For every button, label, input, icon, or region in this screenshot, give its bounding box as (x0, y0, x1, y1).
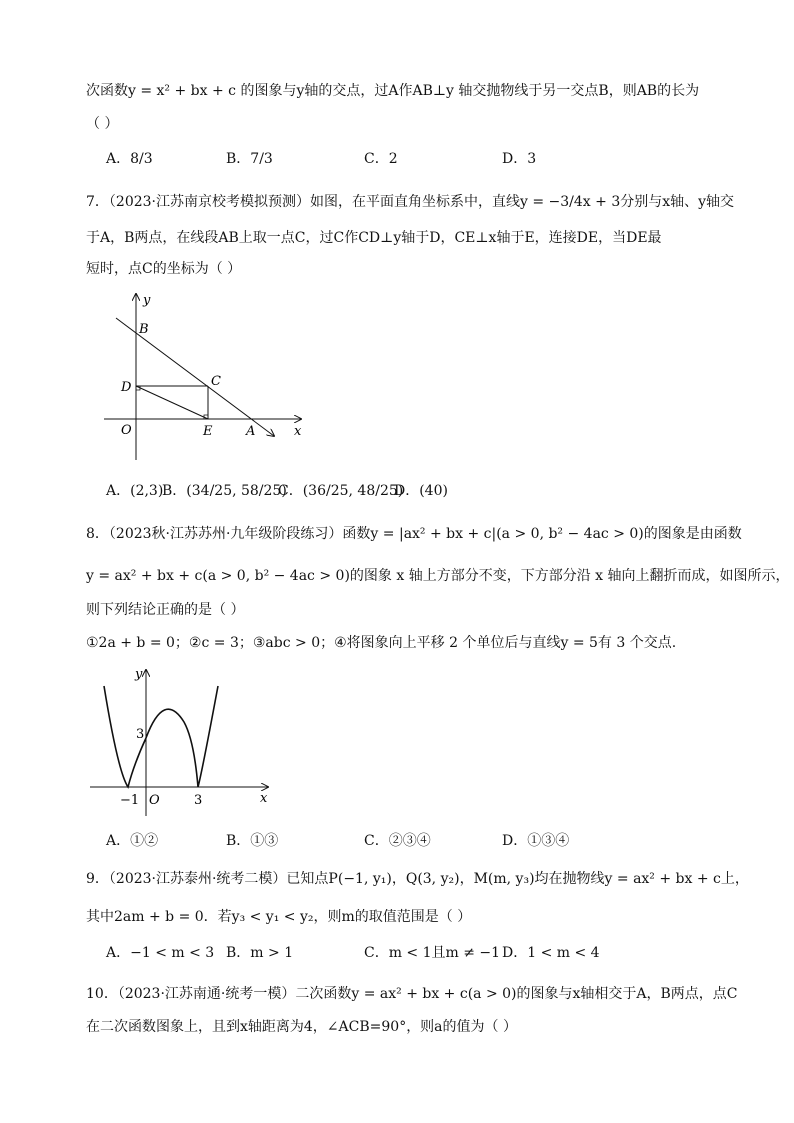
q6-line-2: （ ） (86, 116, 119, 132)
q9-options (106, 944, 706, 964)
q7-option-c: C．(36/25, 48/25) (278, 483, 404, 499)
q7-segment-de (136, 386, 208, 419)
q8-label-y: y (135, 667, 143, 682)
q6-option-d: D．3 (502, 151, 537, 167)
q7-label-e: E (203, 424, 213, 439)
q8-option-d: D．①③④ (502, 833, 570, 849)
q7-label-x: x (294, 424, 302, 439)
q8-options (106, 832, 706, 852)
q8-line-2: y = ax² + bx + c(a > 0, b² − 4ac > 0)的图象 x 轴上方部分不变，下方部分沿 x 轴向上翻折而成，如图所示， (86, 568, 790, 584)
q7-label-d: D (121, 380, 132, 395)
q8-option-c: C．②③④ (364, 833, 431, 849)
q7-label-a: A (246, 424, 256, 439)
q7-label-b: B (139, 322, 149, 337)
q7-option-a: A．(2,3) (106, 483, 164, 499)
q7-option-b: B．(34/25, 58/25) (162, 483, 287, 499)
q7-options (106, 482, 706, 502)
q8-label-o: O (149, 793, 160, 808)
q8-label-minus1: −1 (120, 793, 140, 808)
q10-line-2: 在二次函数图象上，且到x轴距离为4，∠ACB=90°，则a的值为（ ） (86, 1019, 517, 1035)
q8-label-x: x (260, 791, 268, 806)
q9-line-1: 9．（2023·江苏泰州·统考二模）已知点P(−1, y₁)，Q(3, y₂)，M(m, y₃)均在抛物线y = ax² + bx + c上， (86, 871, 749, 887)
q7-label-c: C (211, 374, 221, 389)
q9-option-b: B．m > 1 (226, 945, 294, 961)
q8-line-1: 8．（2023秋·江苏苏州·九年级阶段练习）函数y = |ax² + bx + c|(a > 0, b² − 4ac > 0)的图象是由函数 (86, 526, 742, 542)
q6-option-a: A．8/3 (106, 151, 153, 167)
q8-option-b: B．①③ (226, 833, 279, 849)
q7-label-o: O (121, 423, 132, 438)
q9-option-d: D．1 < m < 4 (502, 945, 600, 961)
q9-option-c: C．m < 1且m ≠ −1 (364, 945, 501, 961)
q7-line-3: 短时，点C的坐标为（ ） (86, 261, 242, 277)
q8-line-4: ①2a + b = 0；②c = 3；③abc > 0；④将图象向上平移 2 个单位后与直线y = 5有 3 个交点. (86, 635, 677, 651)
q8-line-3: 则下列结论正确的是（ ） (86, 602, 245, 618)
q8-figure (84, 660, 284, 820)
q9-option-a: A．−1 < m < 3 (106, 945, 215, 961)
q6-option-b: B．7/3 (226, 151, 273, 167)
q7-line-1: 7．（2023·江苏南京校考模拟预测）如图，在平面直角坐标系中，直线y = −3/4x + 3分别与x轴、y轴交 (86, 194, 735, 210)
q7-option-d: D．(40) (394, 483, 448, 499)
q6-line-1: 次函数y = x² + bx + c 的图象与y轴的交点，过A作AB⊥y 轴交抛物线于另一交点B，则AB的长为 (86, 83, 700, 99)
q7-line-2: 于A，B两点，在线段AB上取一点C，过C作CD⊥y轴于D，CE⊥x轴于E，连接DE，当DE最 (86, 230, 662, 246)
q7-label-y: y (143, 293, 151, 308)
q9-line-2: 其中2am + b = 0．若y₃ < y₁ < y₂，则m的取值范围是（ ） (86, 909, 472, 925)
q6-option-c: C．2 (364, 151, 398, 167)
q8-label-3-x: 3 (194, 793, 203, 808)
q10-line-1: 10．（2023·江苏南通·统考一模）二次函数y = ax² + bx + c(a > 0)的图象与x轴相交于A，B两点，点C (86, 986, 738, 1002)
q8-curve (104, 686, 218, 787)
q6-options (106, 150, 706, 170)
q8-option-a: A．①② (106, 833, 159, 849)
q7-figure (96, 288, 316, 468)
q8-label-3-y: 3 (136, 727, 145, 742)
